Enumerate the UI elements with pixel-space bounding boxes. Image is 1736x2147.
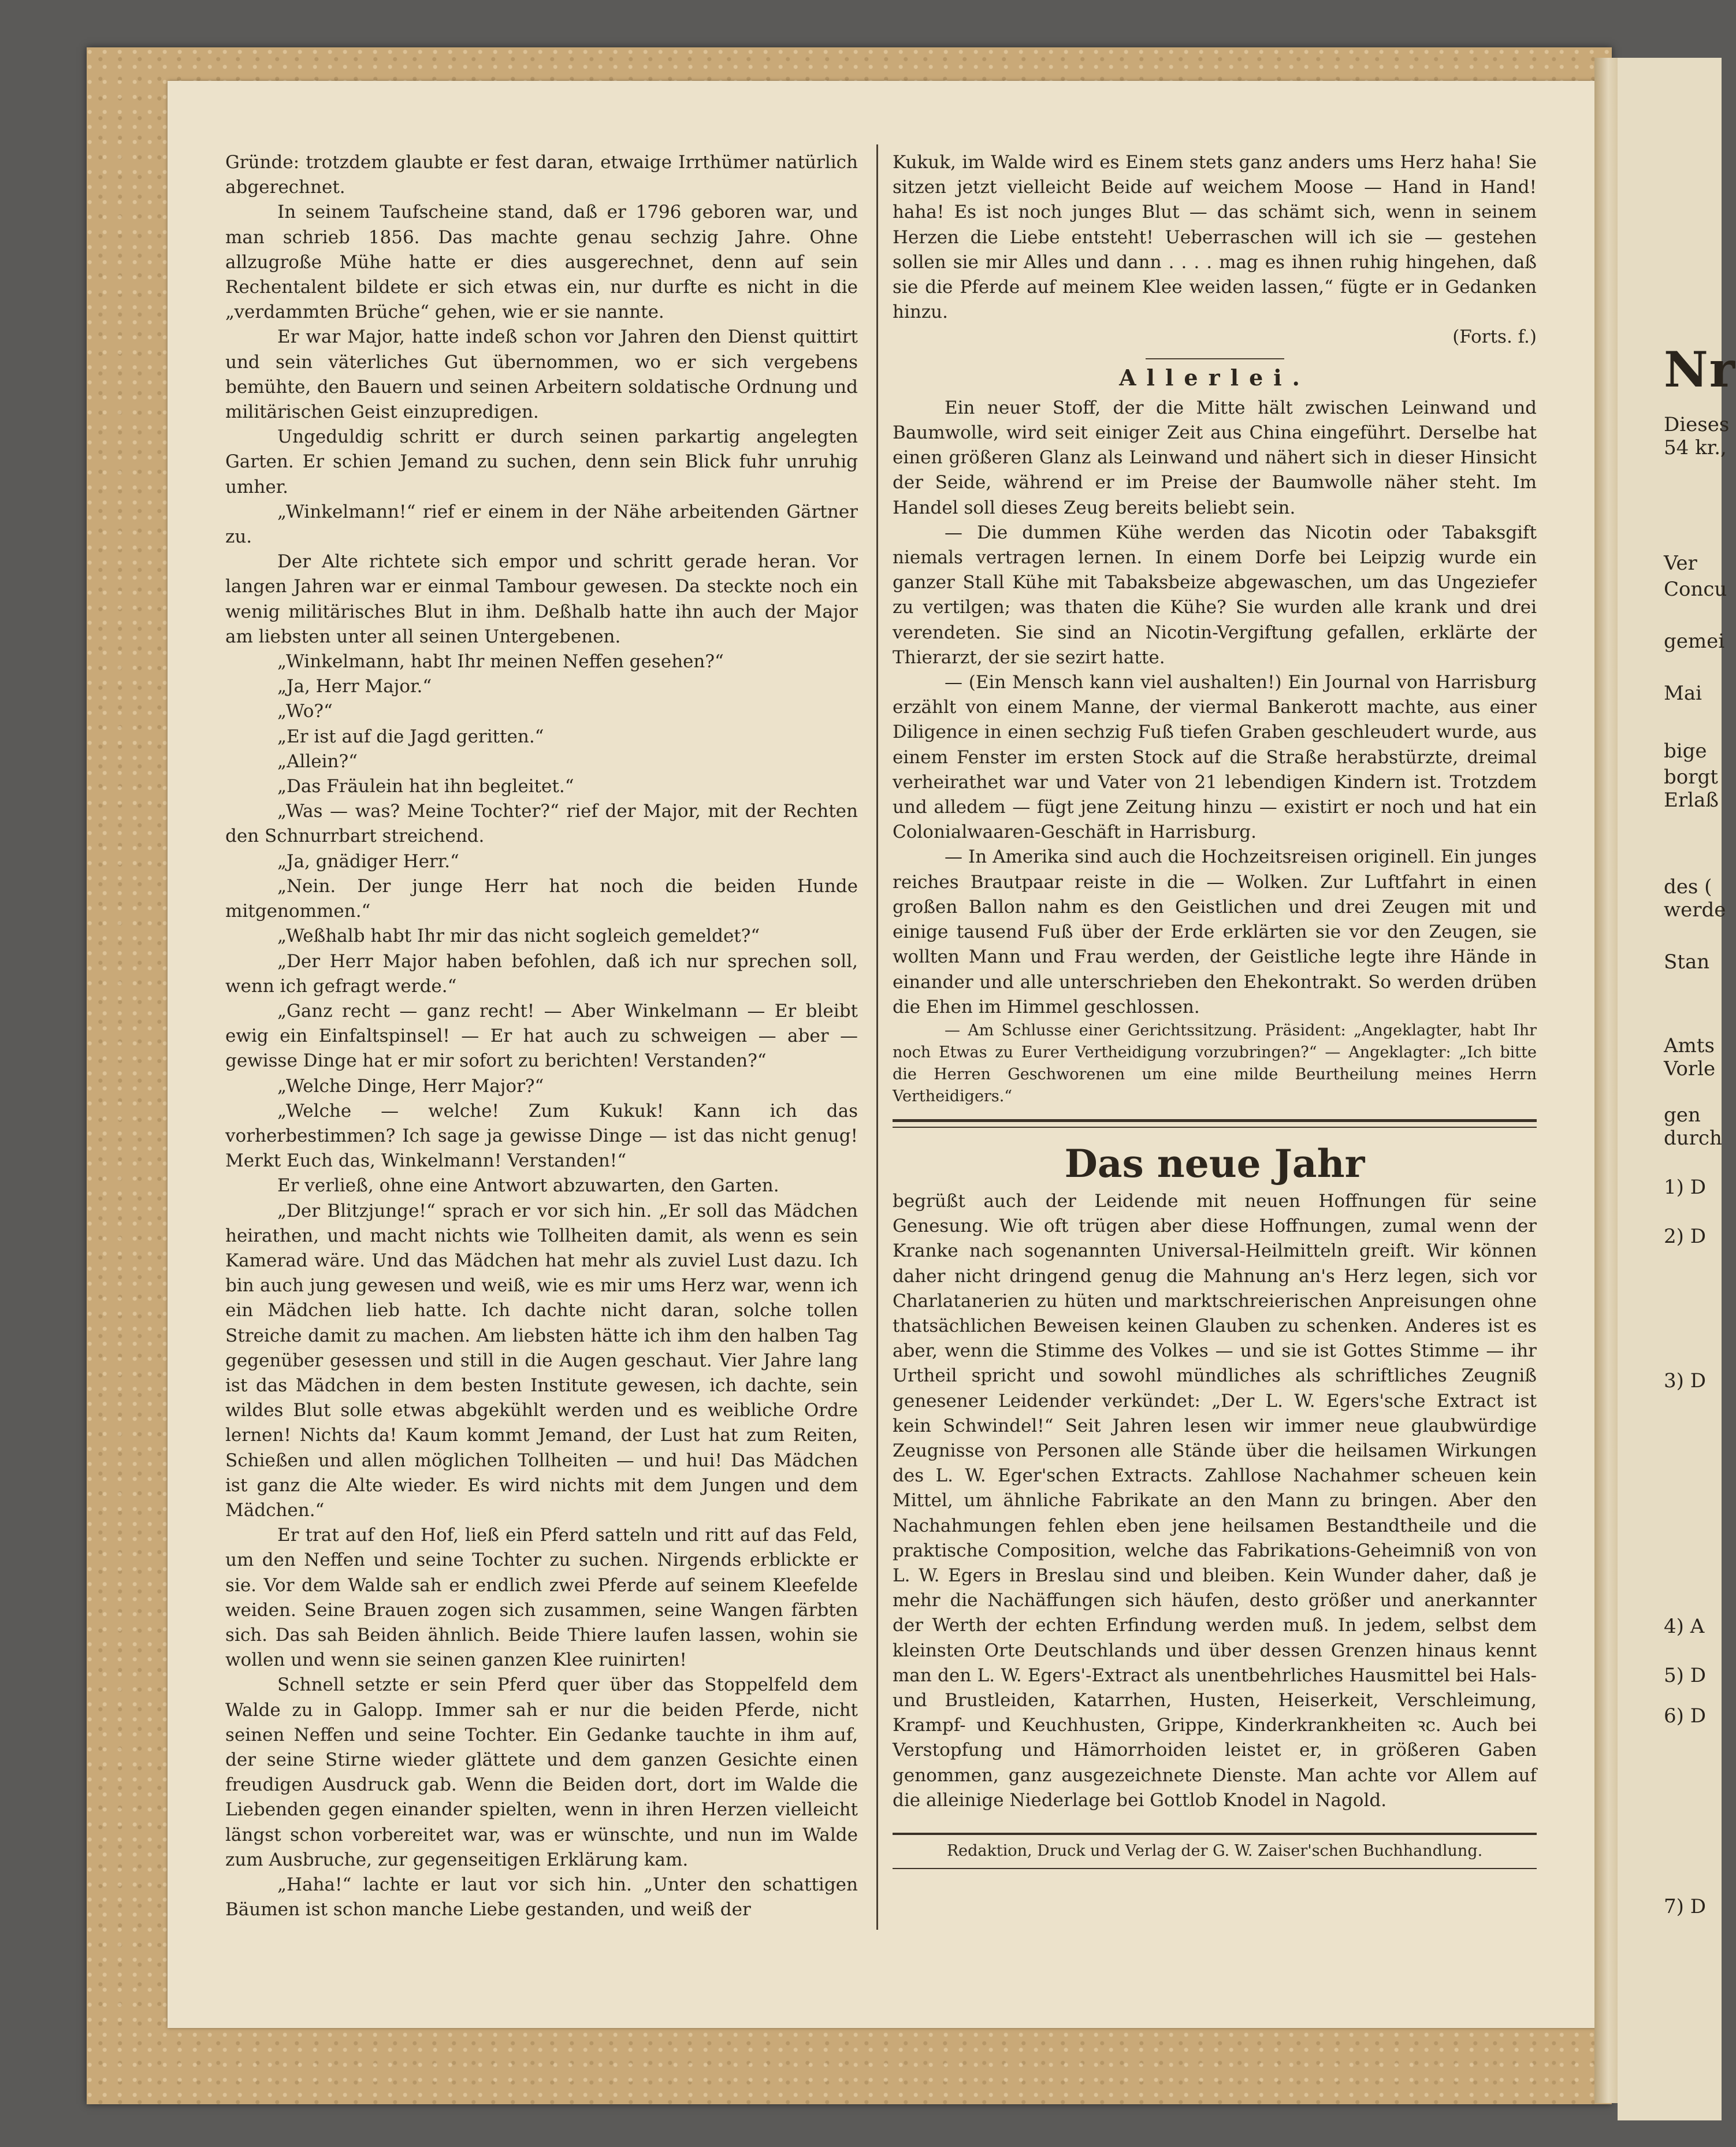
story-paragraph: „Der Blitzjunge!“ sprach er vor sich hin. „Er soll das Mädchen heirathen, und macht nichts wie Tollheiten damit, als wenn es sein Kamerad wäre. Und das Mädchen hat mehr als zuviel Lust dazu. Ich bin auch jung gewesen und weiß, wie es mir ums Herz war, wenn ich ein Mädchen lieb hatte. Ich dachte nicht daran, solche tollen Streiche damit zu machen. Am liebsten hätte ich ihm den halben Tag gegenüber gesessen und still in die Augen geschaut. Vier Jahre lang ist das Mädchen in dem besten Institute gewesen, ich dachte, sein wildes Blut solle etwas abgekühlt werden und es weibliche Ordre lernen! Nichts da! Kaum kommt Jemand, der Lust hat zum Reiten, Schießen und allen möglichen Tollheiten — und hui! Das Mädchen ist ganz die Alte wieder. Es wird nichts mit dem Jungen und dem Mädchen.“	[225, 1200, 858, 1521]
story-paragraph: Gründe: trotzdem glaubte er fest daran, etwaige Irrthümer natürlich abgerechnet.	[225, 152, 858, 198]
story-paragraph: Der Alte richtete sich empor und schritt gerade heran. Vor langen Jahren war er einmal Tambour gewesen. Da steckte noch ein wenig militärisches Blut in ihm. Deßhalb hatte ihn auch der Major am liebsten unter all seinen Untergebenen.	[225, 551, 858, 647]
adjacent-fragment: werde	[1664, 898, 1726, 922]
story-paragraph: „Wo?“	[277, 701, 333, 722]
story-paragraph: Schnell setzte er sein Pferd quer über das Stoppelfeld dem Walde zu in Galopp. Immer sah er nur die beiden Pferde, nicht seinen Neffen und seine Tochter. Ein Gedanke tauchte in ihm auf, der seine Stirne wieder glättete und dem ganzen Gesichte einen freudigen Ausdruck gab. Wenn die Beiden dort, dort im Walde die Liebenden gegen einander spielten, wenn in ihren Herzen vielleicht längst schon vorbereitet war, was er wünschte, und nun im Walde zum Ausbruche, zur gegenseitigen Erklärung kam.	[225, 1674, 858, 1870]
adjacent-fragment: 2) D	[1664, 1225, 1706, 1248]
footer-rule	[893, 1833, 1537, 1835]
adjacent-fragment: 3) D	[1664, 1369, 1706, 1392]
adjacent-fragment: des (	[1664, 875, 1712, 898]
story-paragraph: „Nein. Der junge Herr hat noch die beiden Hunde mitgenommen.“	[225, 875, 858, 922]
adjacent-fragment: gen	[1664, 1104, 1701, 1127]
adjacent-fragment: 1) D	[1664, 1176, 1706, 1199]
story-paragraph: „Weßhalb habt Ihr mir das nicht sogleich gemeldet?“	[277, 926, 760, 947]
adjacent-fragment: Concu	[1664, 578, 1727, 601]
story-paragraph: „Ja, gnädiger Herr.“	[277, 850, 459, 872]
allerlei-item: — In Amerika sind auch die Hochzeitsreisen originell. Ein junges reiches Brautpaar reiste in die — Wolken. Zur Luftfahrt in einen großen Ballon nahm es den Geistlichen und drei Zeugen mit und einige tausend Fuß über der Erde erklärten sie vor den Zeugen, sie wollten Mann und Frau werden, der Geistliche legte ihre Hände in einander und alle unterschrieben den Ehekontrakt. So werden drüben die Ehen im Himmel geschlossen.	[893, 846, 1537, 1017]
adjacent-fragment: Stan	[1664, 950, 1710, 974]
story-paragraph: „Er ist auf die Jagd geritten.“	[277, 726, 544, 747]
adjacent-fragment: Nr	[1664, 341, 1736, 398]
adjacent-fragment: 4) A	[1664, 1615, 1705, 1638]
book-spine	[1594, 58, 1618, 2103]
column-divider	[876, 144, 878, 1930]
adjacent-fragment: 54 kr.,	[1664, 436, 1727, 459]
story-paragraph: Er verließ, ohne eine Antwort abzuwarten, den Garten.	[277, 1175, 779, 1197]
allerlei-item: Ein neuer Stoff, der die Mitte hält zwischen Leinwand und Baumwolle, wird seit einiger Zeit aus China eingeführt. Derselbe hat einen größeren Glanz als Leinwand und nähert sich in dieser Hinsicht der Seide, während er im Preise der Baumwolle näher steht. Im Handel soll dieses Zeug bereits beliebt sein.	[893, 397, 1537, 518]
story-paragraph: Ungeduldig schritt er durch seinen parkartig angelegten Garten. Er schien Jemand zu suchen, denn sein Blick fuhr unruhig umher.	[225, 426, 858, 497]
story-paragraph: „Winkelmann!“ rief er einem in der Nähe arbeitenden Gärtner zu.	[225, 501, 858, 548]
adjacent-fragment: Vorle	[1664, 1057, 1716, 1080]
story-paragraph: In seinem Taufscheine stand, daß er 1796 geboren war, und man schrieb 1856. Das machte genau sechzig Jahre. Ohne allzugroße Mühe hatte er dies ausgerechnet, denn auf sein Rechentalent bildete er sich etwas ein, nur durfte es nicht in die „verdammten Brüche“ gehen, wie er sie nannte.	[225, 202, 858, 323]
adjacent-page	[1618, 58, 1736, 2120]
adjacent-fragment: durch	[1664, 1127, 1722, 1150]
news-column	[893, 150, 1537, 1869]
story-continuation: Kukuk, im Walde wird es Einem stets ganz anders ums Herz haha! Sie sitzen jetzt vielleicht Beide auf weichem Moose — Hand in Hand! haha! Es ist noch junges Blut — das schämt sich, wenn in seinem Herzen die Liebe entsteht! Ueberraschen will ich sie — gestehen sollen sie mir Alles und dann . . . . mag es ihnen ruhig hingehen, daß sie die Pferde auf meinem Klee weiden lassen,“ fügte er in Gedanken hinzu.	[893, 152, 1537, 323]
story-paragraph: „Ja, Herr Major.“	[277, 676, 432, 697]
adjacent-fragment: bige	[1664, 740, 1707, 763]
adjacent-fragment: Amts	[1664, 1034, 1715, 1057]
story-paragraph: „Welche — welche! Zum Kukuk! Kann ich das vorherbestimmen? Ich sage ja gewisse Dinge — ist das nicht genug! Merkt Euch das, Winkelmann! Verstanden!“	[225, 1100, 858, 1172]
advertisement-text: begrüßt auch der Leidende mit neuen Hoffnungen für seine Genesung. Wie oft trügen aber diese Hoffnungen, zumal wenn der Kranke nach sogenannten Universal-Heilmitteln greift. Wir können daher nicht dringend genug die Mahnung an's Herz legen, sich vor Charlatanerien zu hüten und marktschreierischen Anpreisungen ohne thatsächlichen Beweisen keinen Glauben zu schenken. Anderes ist es aber, wenn die Stimme des Volkes — und sie ist Gottes Stimme — ihr Urtheil spricht und sowohl mündliches als schriftliches Zeugniß genesener Leidender verkündet: „Der L. W. Egers'sche Extract ist kein Schwindel!“ Seit Jahren lesen wir immer neue glaubwürdige Zeugnisse von Personen alle Stände über die heilsamen Wirkungen des L. W. Eger'schen Extracts. Zahllose Nachahmer scheuen kein Mittel, um ähnliche Fabrikate an den Mann zu bringen. Aber den Nachahmungen fehlen eben jene heilsamen Bestandtheile und die praktische Composition, welche das Fabrikations-Geheimniß von von L. W. Egers in Breslau sind und bleiben. Kein Wunder daher, daß je mehr die Nachäffungen sich häufen, desto größer und anerkannter der Werth der echten Erfindung werden muß. In jedem, selbst dem kleinsten Orte Deutschlands und über dessen Grenzen hinaus kennt man den L. W. Egers'-Extract als unentbehrliches Hausmittel bei Hals- und Brustleiden, Katarrhen, Husten, Heiserkeit, Verschleimung, Krampf- und Keuchhusten, Grippe, Kinderkrankheiten ꝛc. Auch bei Verstopfung und Hämorrhoiden leistet er, in größeren Gaben genommen, ganz ausgezeichnete Dienste. Man achte vor Allem auf die alleinige Niederlage bei Gottlob Knodel in Nagold.	[893, 1190, 1537, 1811]
story-paragraph: „Haha!“ lachte er laut vor sich hin. „Unter den schattigen Bäumen ist schon manche Liebe gestanden, und weiß der	[225, 1874, 858, 1921]
footer-rule-bottom	[893, 1868, 1537, 1869]
adjacent-fragment: Ver	[1664, 552, 1697, 575]
adjacent-fragment: 5) D	[1664, 1664, 1706, 1687]
adjacent-fragment: 6) D	[1664, 1704, 1706, 1728]
advertisement-rule-thin	[893, 1127, 1537, 1128]
story-column	[225, 150, 858, 1922]
allerlei-item: — (Ein Mensch kann viel aushalten!) Ein Journal von Harrisburg erzählt von einem Manne, der viermal Bankerott machte, aus einer Diligence in einen sechzig Fuß tiefen Graben geschleudert wurde, aus einem Fenster im ersten Stock auf die Straße herabstürzte, dreimal verheirathet war und Vater von 21 lebendigen Kindern ist. Trotzdem und alledem — fügt jene Zeitung hinzu — existirt er noch und hat ein Colonialwaaren-Geschäft in Harrisburg.	[893, 672, 1537, 843]
adjacent-fragment: Erlaß	[1664, 789, 1719, 812]
story-paragraph: „Was — was? Meine Tochter?“ rief der Major, mit der Rechten den Schnurrbart streichend.	[225, 801, 858, 847]
adjacent-fragment: borgt	[1664, 766, 1718, 789]
adjacent-fragment: Dieses	[1664, 413, 1730, 436]
adjacent-fragment: 7) D	[1664, 1895, 1706, 1918]
story-paragraph: „Welche Dinge, Herr Major?“	[277, 1075, 544, 1097]
adjacent-fragment: gemei	[1664, 630, 1725, 653]
story-paragraph: Er war Major, hatte indeß schon vor Jahren den Dienst quittirt und sein väterliches Gut übernommen, wo er sich vergebens bemühte, den Bauern und seinen Arbeitern soldatische Ordnung und militärischen Geist einzupredigen.	[225, 326, 858, 423]
story-paragraph: „Der Herr Major haben befohlen, daß ich nur sprechen soll, wenn ich gefragt werde.“	[225, 950, 858, 997]
adjacent-fragment: Mai	[1664, 682, 1702, 705]
story-paragraph: „Das Fräulein hat ihn begleitet.“	[277, 776, 574, 797]
story-paragraph: „Winkelmann, habt Ihr meinen Neffen gesehen?“	[277, 651, 724, 673]
imprint-footer: Redaktion, Druck und Verlag der G. W. Zaiser'schen Buchhandlung.	[946, 1841, 1483, 1860]
story-paragraph: „Allein?“	[277, 751, 358, 772]
section-separator	[1146, 358, 1284, 359]
story-paragraph: Er trat auf den Hof, ließ ein Pferd satteln und ritt auf das Feld, um den Neffen und seine Tochter zu suchen. Nirgends erblickte er sie. Vor dem Walde sah er endlich zwei Pferde auf seinem Kleefelde weiden. Seine Brauen zogen sich zusammen, seine Wangen färbten sich. Das sah Beiden ähnlich. Beide Thiere laufen lassen, wohin sie wollen und wenn sie seinen ganzen Klee ruinirten!	[225, 1525, 858, 1671]
continued-note: (Forts. f.)	[1452, 326, 1537, 348]
allerlei-item: — Die dummen Kühe werden das Nicotin oder Tabaksgift niemals vertragen lernen. In einem Dorfe bei Leipzig wurde ein ganzer Stall Kühe mit Tabaksbeize abgewaschen, um das Ungeziefer zu vertilgen; was thaten die Kühe? Sie wurden alle krank und drei verendeten. Sie sind an Nicotin-Vergiftung gefallen, erklärte der Thierarzt, der sie sezirt hatte.	[893, 522, 1537, 668]
story-paragraph: „Ganz recht — ganz recht! — Aber Winkelmann — Er bleibt ewig ein Einfaltspinsel! — Er hat auch zu schweigen — aber — gewisse Dinge hat er mir sofort zu berichten! Verstanden?“	[225, 1000, 858, 1072]
court-note: — Am Schlusse einer Gerichtssitzung. Präsident: „Angeklagter, habt Ihr noch Etwas zu Eurer Vertheidigung vorzubringen?“ — Angeklagter: „Ich bitte die Herren Geschworenen um eine milde Beurtheilung meines Herrn Vertheidigers.“	[893, 1021, 1537, 1105]
advertisement-title: Das neue Jahr	[1064, 1141, 1365, 1186]
advertisement-rule	[893, 1119, 1537, 1122]
allerlei-heading: Allerlei.	[1119, 364, 1310, 391]
